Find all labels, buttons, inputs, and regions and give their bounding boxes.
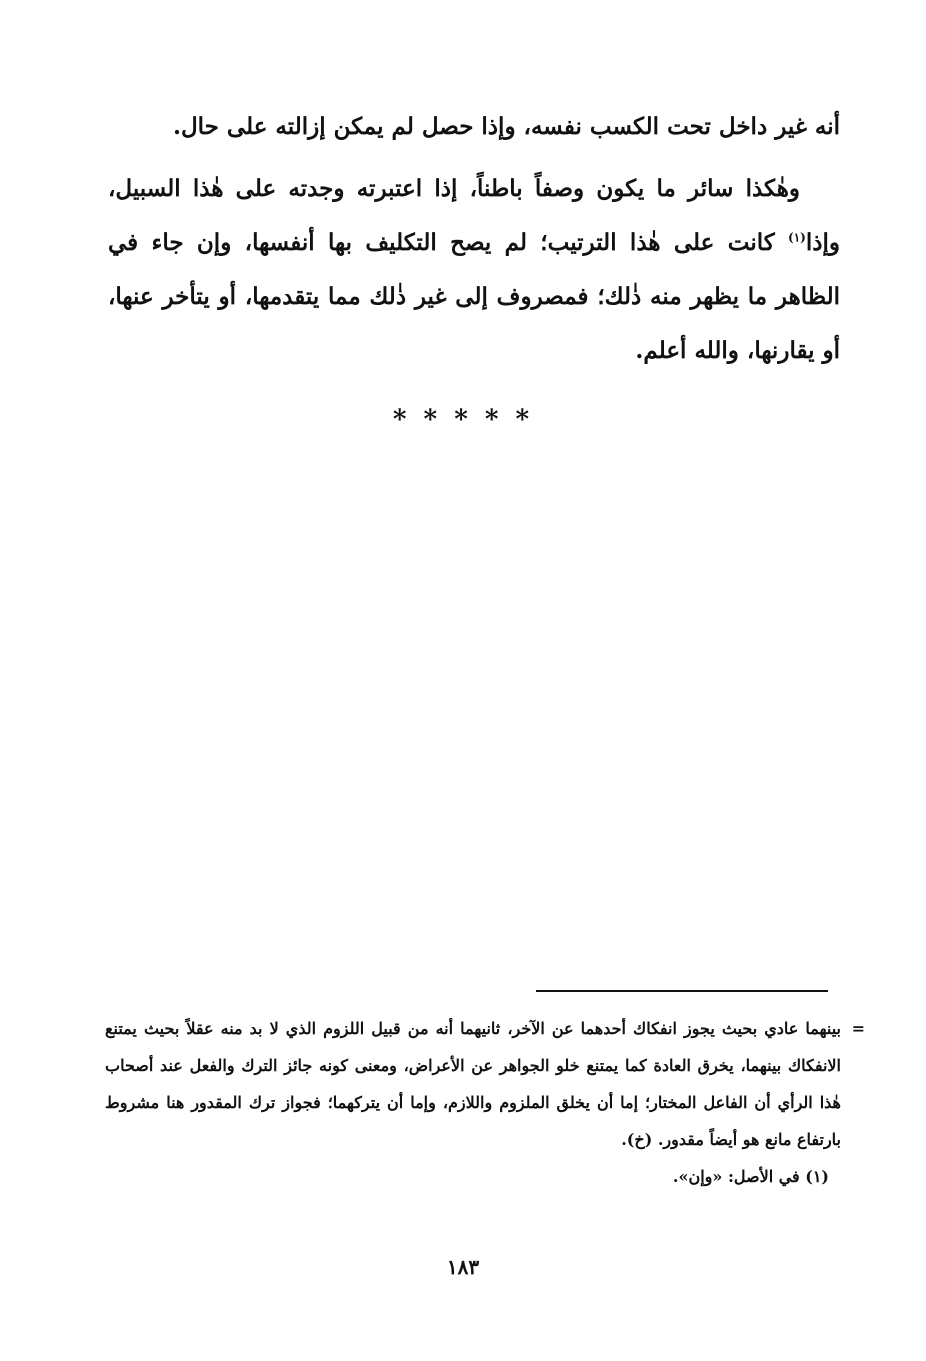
footnote-continued-text: بينهما عادي بحيث يجوز انفكاك أحدهما عن الآخر، ثانيهما أنه من قبيل اللزوم الذي لا بد منه عقلاً بحيث يمتنع الانفكاك بينهما، يخرق العادة كما يمتنع خلو الجواهر عن الأعراض، ومعنى كونه جائز الترك والفعل عند أصحاب هٰذا الرأي أن الفاعل المختار؛ إما أن يخلق الملزوم واللازم، وإما أن يتركهما؛ فجواز ترك المقدور هنا مشروط بارتفاع مانع هو أيضاً مقدور. (خ). (105, 1019, 841, 1149)
footnote-ref-1[interactable]: (١) (788, 230, 806, 245)
paragraph-2-part-b: كانت على هٰذا الترتيب؛ لم يصح التكليف بها أنفسها، وإن جاء في الظاهر ما يظهر منه ذٰلك؛ فمصروف إلى غير ذٰلك مما يتقدمها، أو يتأخر عنها، أو يقارنها، والله أعلم. (108, 229, 840, 364)
footnotes (105, 1010, 865, 1195)
main-text (108, 100, 840, 386)
paragraph-2 (108, 162, 840, 378)
footnote-rule (536, 990, 828, 992)
section-separator: * * * * * (392, 405, 534, 435)
footnote-continued (105, 1010, 865, 1158)
page-number: ١٨٣ (446, 1255, 480, 1279)
footnote-1: (١) في الأصل: «وإن». (672, 1167, 829, 1186)
paragraph-1: أنه غير داخل تحت الكسب نفسه، وإذا حصل لم يمكن إزالته على حال. (172, 113, 840, 140)
paragraph-2-part-a: وهٰكذا سائر ما يكون وصفاً باطناً، إذا اعتبرته وجدته على هٰذا السبيل، وإذا (108, 175, 840, 256)
continuation-marker: = (851, 1019, 865, 1038)
